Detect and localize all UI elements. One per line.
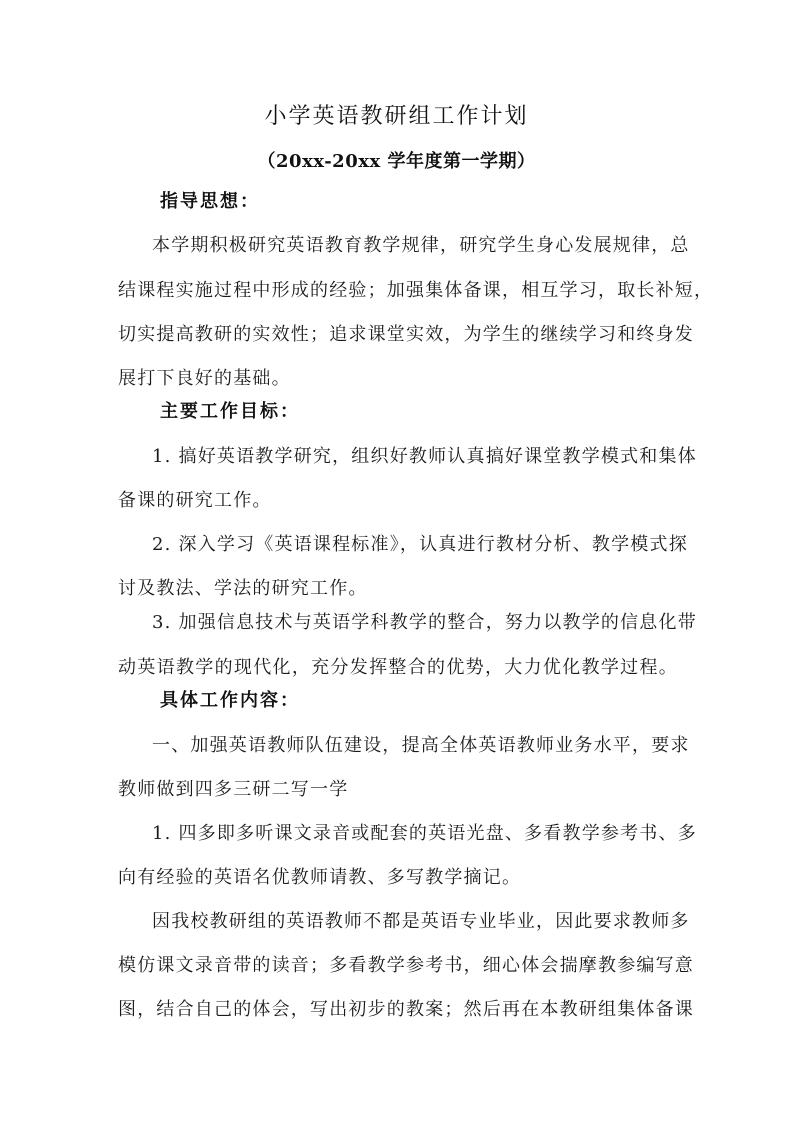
- content-paragraph-line: 图，结合自己的体会，写出初步的教案；然后再在本教研组集体备课: [118, 999, 694, 1020]
- goal-item-2-line: 讨及教法、学法的研究工作。: [118, 578, 368, 599]
- goal-item-2-line: 2. 深入学习《英语课程标准》，认真进行教材分析、教学模式探: [152, 534, 688, 555]
- paragraph-line: 结课程实施过程中形成的经验；加强集体备课，相互学习，取长补短，: [118, 280, 714, 301]
- section-heading-work-content: 具体工作内容：: [160, 690, 300, 711]
- paragraph-line: 展打下良好的基础。: [118, 368, 291, 389]
- content-paragraph-line: 模仿课文录音带的读音；多看教学参考书，细心体会揣摩教参编写意: [118, 955, 694, 976]
- goal-item-1-line: 1. 搞好英语教学研究，组织好教师认真搞好课堂教学模式和集体: [152, 446, 697, 467]
- content-paragraph-line: 1. 四多即多听课文录音或配套的英语光盘、多看教学参考书、多: [152, 823, 697, 844]
- goal-item-3-line: 3. 加强信息技术与英语学科教学的整合，努力以教学的信息化带: [152, 612, 697, 633]
- content-paragraph-line: 向有经验的英语名优教师请教、多写教学摘记。: [118, 867, 522, 888]
- paragraph-line: 本学期积极研究英语教育教学规律，研究学生身心发展规律，总: [152, 235, 690, 256]
- section-heading-main-goals: 主要工作目标：: [160, 401, 300, 422]
- section-heading-guiding-ideology: 指导思想：: [160, 191, 260, 212]
- content-paragraph-line: 一、加强英语教师队伍建设，提高全体英语教师业务水平，要求: [152, 735, 690, 756]
- goal-item-3-line: 动英语教学的现代化，充分发挥整合的优势，大力优化教学过程。: [118, 657, 678, 678]
- goal-item-1-line: 备课的研究工作。: [118, 490, 272, 511]
- content-paragraph-line: 因我校教研组的英语教师不都是英语专业毕业，因此要求教师多: [152, 911, 690, 932]
- document-subtitle: （20xx-20xx 学年度第一学期）: [257, 151, 536, 172]
- document-title: 小学英语教研组工作计划: [264, 104, 529, 129]
- content-paragraph-line: 教师做到四多三研二写一学: [118, 779, 349, 800]
- paragraph-line: 切实提高教研的实效性；追求课堂实效，为学生的继续学习和终身发: [118, 324, 694, 345]
